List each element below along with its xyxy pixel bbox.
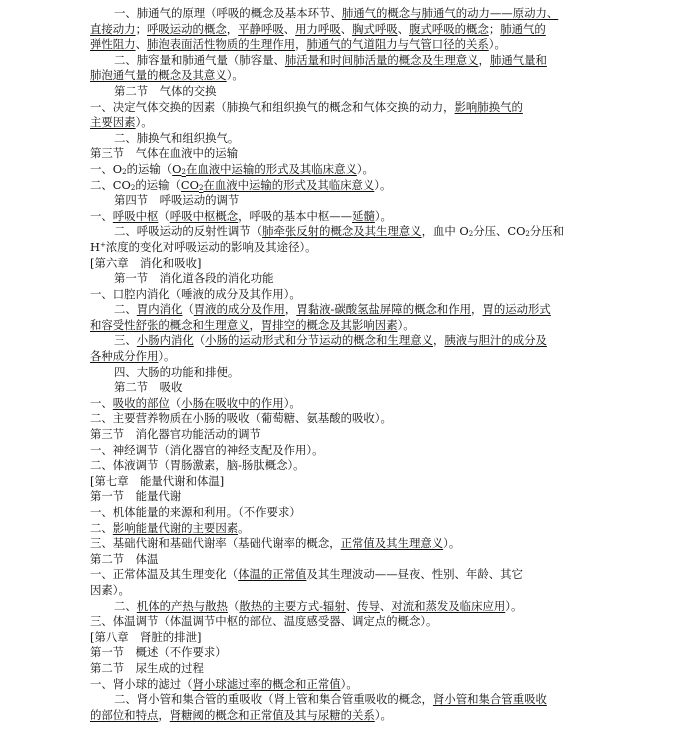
text-span: ， xyxy=(433,333,445,348)
underlined-text: 散热的主要方式-辐射 xyxy=(239,598,346,613)
text-line xyxy=(90,37,585,53)
underlined-text: 胃的运动形式 xyxy=(482,302,551,317)
text-line xyxy=(90,645,585,661)
text-span: 因素）。 xyxy=(90,582,130,597)
text-span: 第二节 吸收 xyxy=(114,380,183,395)
underlined-text: 2 xyxy=(181,167,186,176)
text-span: ； xyxy=(488,21,501,36)
text-line xyxy=(90,599,585,615)
underlined-text: O xyxy=(172,161,182,176)
text-span: + xyxy=(99,240,106,249)
text-span: ， xyxy=(478,52,490,67)
text-span: [第六章 消化和吸收] xyxy=(90,255,202,270)
underlined-text: 主要因素 xyxy=(90,115,136,130)
text-span: [第七章 能量代谢和体温] xyxy=(90,473,225,488)
underlined-text: 平静呼吸 xyxy=(238,21,284,36)
text-span: 一、 xyxy=(90,208,113,223)
text-line xyxy=(90,552,585,568)
underlined-text: 肺通气量和 xyxy=(489,52,547,67)
underlined-text: 的部位和特点 xyxy=(90,707,159,722)
text-span: 、 xyxy=(397,21,410,36)
underlined-text: 肺泡通气量的概念及其意义 xyxy=(90,68,227,83)
document-page xyxy=(90,6,585,723)
underlined-text: 肺牵张反射的概念及其生理意义 xyxy=(262,224,422,239)
text-line xyxy=(90,240,585,256)
text-line xyxy=(90,396,585,412)
text-span: 一、决定气体交换的因素（肺换气和组织换气的概念和气体交换的动力， xyxy=(90,99,455,114)
text-span: ， xyxy=(158,707,170,722)
text-line xyxy=(90,630,585,646)
text-span: 第一节 消化道各段的消化功能 xyxy=(114,271,274,286)
text-span: 三、体温调节（体温调节中枢的部位、温度感受器、调定点的概念）。 xyxy=(90,614,438,629)
text-span: 、 xyxy=(283,21,296,36)
text-span: 的运输（ xyxy=(135,177,181,192)
text-span: （ xyxy=(182,302,194,317)
text-span: 第二节 体温 xyxy=(90,551,159,566)
text-span: 一、机体能量的来源和利用。（不作要求） xyxy=(90,505,301,519)
text-line xyxy=(90,68,585,84)
underlined-text: 影响肺换气的 xyxy=(454,99,523,114)
text-span: 二、 xyxy=(114,598,137,613)
text-line xyxy=(90,349,585,365)
underlined-text: 肺通气的气道阻力与气管口径的关系 xyxy=(306,37,489,52)
text-line xyxy=(90,256,585,272)
text-span: 二、肺容量和肺通气量（肺容量、 xyxy=(114,52,285,67)
underlined-text: 小肠的运动形式和分节运动的概念和生理意义 xyxy=(205,333,433,348)
text-span: 四、大肠的功能和排便。 xyxy=(114,364,240,379)
text-span: ）。 xyxy=(443,536,461,551)
text-line xyxy=(90,53,585,69)
text-line xyxy=(90,521,585,537)
underlined-text: 肺活量和时间肺活量的概念及生理意义 xyxy=(284,52,479,67)
underlined-text: 在血液中运输的形式及其临床意义 xyxy=(203,177,375,192)
text-line xyxy=(90,692,585,708)
text-line xyxy=(90,365,585,381)
text-span: 2 xyxy=(525,230,530,239)
text-line xyxy=(90,411,585,427)
text-span: 二、CO xyxy=(90,177,131,192)
text-span: ， xyxy=(249,317,261,332)
text-span: 第一节 概述（不作要求） xyxy=(90,645,227,660)
text-line xyxy=(90,661,585,677)
text-line xyxy=(90,380,585,396)
text-line xyxy=(90,22,585,38)
text-span: 、 xyxy=(135,37,147,52)
text-span: ）。 xyxy=(283,395,301,410)
text-span: 2 xyxy=(468,230,474,239)
text-span: 第二节 尿生成的过程 xyxy=(90,660,204,675)
text-span: ； xyxy=(135,21,147,36)
text-span: 、 xyxy=(345,598,358,613)
text-span: （ xyxy=(227,598,240,613)
text-line xyxy=(90,458,585,474)
text-span: 一、口腔内消化（唾液的成分及其作用）。 xyxy=(90,286,301,301)
text-span: ，血中 O xyxy=(421,224,469,239)
text-span: 2 xyxy=(122,167,127,176)
underlined-text: 胸式呼吸 xyxy=(352,21,398,36)
underlined-text: 肾小球滤过率的概念和正常值 xyxy=(192,676,341,691)
text-line xyxy=(90,583,585,599)
text-line xyxy=(90,224,585,240)
text-span: 二、体液调节（胃肠激素，脑-肠肽概念）。 xyxy=(90,458,305,473)
text-span: 二、肾小管和集合管的重吸收（肾上管和集合管重吸收的概念， xyxy=(114,692,433,707)
text-span: ）。 xyxy=(505,598,523,613)
underlined-text: 和容受性舒张的概念和生理意义 xyxy=(90,317,250,332)
text-span: 第四节 呼吸运动的调节 xyxy=(114,193,240,208)
text-line xyxy=(90,209,585,225)
text-line xyxy=(90,427,585,443)
underlined-text: 传导 xyxy=(357,598,380,613)
text-line xyxy=(90,333,585,349)
text-span: ）。 xyxy=(135,115,153,130)
text-span: 一、正常体温及其生理变化（ xyxy=(90,567,239,582)
text-span: 。 xyxy=(238,520,250,535)
text-span: 第三节 气体在血液中的运输 xyxy=(90,146,239,161)
text-line xyxy=(90,100,585,116)
text-line xyxy=(90,193,585,209)
text-span: 二、肺换气和组织换气。 xyxy=(114,130,240,145)
underlined-text: 胃排空的概念及其影响因素 xyxy=(260,317,398,332)
underlined-text: 体温的正常值 xyxy=(238,567,307,582)
underlined-text: 腹式呼吸的概念 xyxy=(409,21,489,36)
underlined-text: 吸收的部位 xyxy=(112,395,170,410)
text-line xyxy=(90,146,585,162)
text-span: 、 xyxy=(379,598,392,613)
underlined-text: 肺通气的概念与肺通气的动力——原动力、 xyxy=(341,6,559,20)
underlined-text: 胰液与胆汁的成分及 xyxy=(444,333,547,348)
text-line xyxy=(90,474,585,490)
text-span: 第三节 消化器官功能活动的调节 xyxy=(90,427,261,442)
underlined-text: 胃黏液-碳酸氢盐屏障的概念和作用 xyxy=(296,302,472,317)
text-span: 第二节 气体的交换 xyxy=(114,83,217,98)
text-span: （ xyxy=(193,333,206,348)
underlined-text: 肾小管和集合管重吸收 xyxy=(432,692,547,707)
text-span: 二、 xyxy=(114,302,137,317)
underlined-text: 正常值及其生理意义 xyxy=(340,536,444,551)
text-line xyxy=(90,536,585,552)
underlined-text: 呼吸中枢概念 xyxy=(169,208,239,223)
underlined-text: 用力呼吸 xyxy=(295,21,341,36)
text-span: ）。 xyxy=(488,37,506,52)
text-span: ， xyxy=(226,21,239,36)
underlined-text: 延髓 xyxy=(352,208,375,223)
underlined-text: 小肠在吸收中的作用 xyxy=(181,395,284,410)
underlined-text: CO xyxy=(180,177,199,192)
text-span: ）。 xyxy=(158,349,176,364)
underlined-text: 在血液中运输的形式及其临床意义 xyxy=(185,161,357,176)
text-span: ）。 xyxy=(374,208,392,223)
underlined-text: 直接动力 xyxy=(90,21,136,36)
text-span: 、 xyxy=(340,21,353,36)
underlined-text: 影响能量代谢的主要因素 xyxy=(112,520,239,535)
text-span: ）。 xyxy=(374,177,392,192)
text-line xyxy=(90,115,585,131)
text-line xyxy=(90,162,585,178)
underlined-text: 胃内消化 xyxy=(136,302,183,317)
text-span: 第一节 能量代谢 xyxy=(90,489,182,504)
text-line xyxy=(90,302,585,318)
text-span: （ xyxy=(169,395,182,410)
text-line xyxy=(90,6,585,22)
underlined-text: 各种成分作用 xyxy=(90,349,159,364)
underlined-text: 肾糖阈的概念和正常值及其与尿糖的关系 xyxy=(169,707,375,722)
text-line xyxy=(90,271,585,287)
underlined-text: 机体的产热与散热 xyxy=(136,598,228,613)
underlined-text: 对流和蒸发及临床应用 xyxy=(391,598,506,613)
text-span: ，呼吸的基本中枢—— xyxy=(238,208,353,223)
underlined-text: 肺通气的 xyxy=(500,21,546,36)
text-span: ， xyxy=(284,302,297,317)
text-span: 的运输（ xyxy=(126,161,173,176)
text-span: 三、 xyxy=(114,333,137,348)
text-line xyxy=(90,84,585,100)
text-span: ）。 xyxy=(340,676,358,691)
text-span: 一、O xyxy=(90,161,123,176)
text-span: 及其生理波动——昼夜、性别、年龄、其它 xyxy=(306,567,523,582)
underlined-text: 弹性阻力 xyxy=(90,37,136,52)
text-span: ）。 xyxy=(374,707,392,722)
text-line xyxy=(90,567,585,583)
text-line xyxy=(90,677,585,693)
text-span: 浓度的变化对呼吸运动的影响及其途径）。 xyxy=(105,239,317,254)
text-span: 一、肺通气的原理（呼吸的概念及基本环节、 xyxy=(114,6,342,20)
text-line xyxy=(90,443,585,459)
text-span: ， xyxy=(295,37,307,52)
text-span: H xyxy=(90,239,100,254)
underlined-text: 呼吸运动的概念 xyxy=(146,21,227,36)
text-line xyxy=(90,505,585,521)
text-span: ， xyxy=(471,302,483,317)
text-span: ）。 xyxy=(356,161,374,176)
underlined-text: 胃液的成分及作用 xyxy=(193,302,285,317)
text-line xyxy=(90,708,585,724)
underlined-text: 小肠内消化 xyxy=(136,333,194,348)
text-span: 一、肾小球的滤过（ xyxy=(90,676,193,691)
text-span: 二、主要营养物质在小肠的吸收（葡萄糖、氨基酸的吸收）。 xyxy=(90,411,392,426)
text-span: [第八章 肾脏的排泄] xyxy=(90,629,202,644)
text-span: （ xyxy=(158,208,170,223)
text-span: 一、 xyxy=(90,395,113,410)
text-span: 二、呼吸运动的反射性调节（ xyxy=(114,224,263,239)
text-span: 一、神经调节（消化器官的神经支配及作用）。 xyxy=(90,442,324,457)
underlined-text: 2 xyxy=(198,183,204,192)
text-line xyxy=(90,318,585,334)
text-span: 2 xyxy=(130,183,136,192)
text-line xyxy=(90,131,585,147)
underlined-text: 肺泡表面活性物质的生理作用 xyxy=(146,37,296,52)
text-line xyxy=(90,287,585,303)
underlined-text: 呼吸中枢 xyxy=(112,208,159,223)
text-span: 分压、CO xyxy=(473,224,526,239)
text-line xyxy=(90,489,585,505)
text-line xyxy=(90,178,585,194)
text-span: 三、基础代谢和基础代谢率（基础代谢率的概念， xyxy=(90,536,341,551)
text-span: ）。 xyxy=(226,68,244,83)
text-span: 二、 xyxy=(90,520,113,535)
text-span: ）。 xyxy=(397,317,415,332)
text-span: 分压和 xyxy=(529,224,565,239)
text-line xyxy=(90,614,585,630)
